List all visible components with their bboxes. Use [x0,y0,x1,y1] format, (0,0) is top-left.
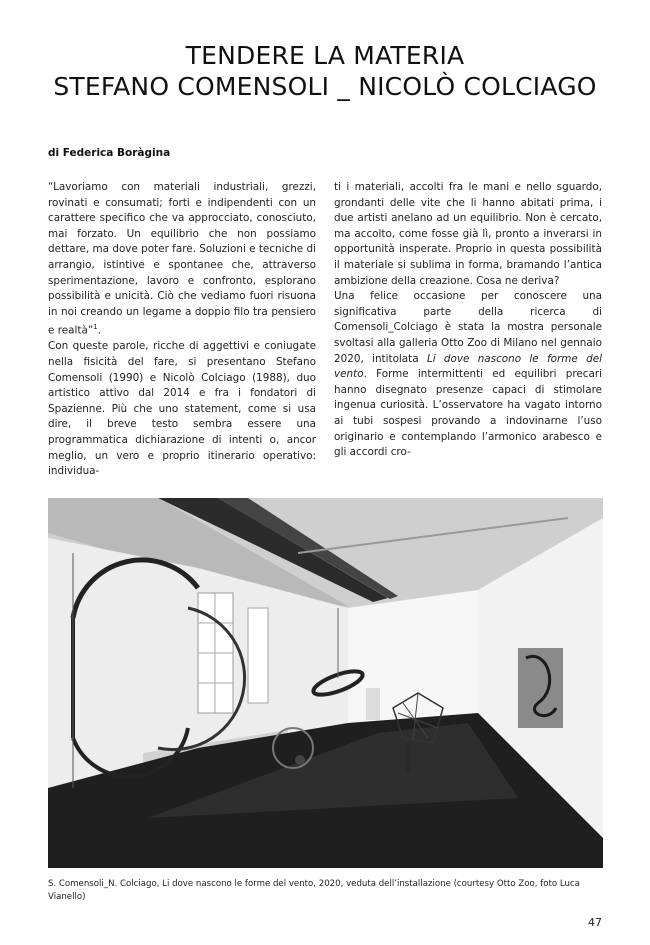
byline: di Federica Boràgina [48,147,171,159]
text-column-left [48,180,316,480]
exhibition-title: Li dove nascono le forme del vento [334,352,602,381]
installation-photo [48,498,603,868]
back-doorway [366,688,380,720]
page-number: 47 [588,916,602,929]
article-title [0,40,650,102]
paragraph-text: . Forme intermittenti ed equilibri precari hanno disegnato presenze capaci di stimolare ingenua curiosità. L’osservatore ha vagato intorno ai tubi sospesi provando a indovinarne l’uso originario e contemplando l’armonico arabesco e gli accordi cro- [334,368,602,459]
title-line-2: STEFANO COMENSOLI _ NICOLÒ COLCIAGO [53,72,597,101]
photo-caption: S. Comensoli_N. Colciago, Li dove nascono le forme del vento, 2020, veduta dell’installazione (courtesy Otto Zoo, foto Luca Vianello) [48,879,580,902]
paragraph: ti i materiali, accolti fra le mani e nello sguardo, grondanti delle vite che li hanno abitati prima, i due artisti anelano ad un equilibrio. Non è cercato, ma accolto, come fosse già lì, pronto a inverarsi in opportunità insperate. Proprio in questa possibilità il materiale si sublima in forma, bramando l’antica ambizione della creazione. Cosa ne deriva? [334,181,602,287]
quote-end: . [97,324,101,337]
paragraph [334,289,602,461]
gallery-interior-image [48,498,603,868]
text-column-right [334,180,602,461]
window [248,608,268,703]
sphere-base [295,755,305,765]
footnote-reference[interactable]: 1 [93,323,98,332]
paragraph-text: Una felice occasione per conoscere una significativa parte della ricerca di Comensoli_Colciago è stata la mostra personale svoltasi alla galleria Otto Zoo di Milano nel gennaio 2020, intitolata [334,290,602,365]
quote-text: “Lavoriamo con materiali industriali, grezzi, rovinati e consumati; forti e indipendenti con un carattere specifico che va approcciato, conosciuto, mai forzato. Un equilibrio che non possiamo dettare, ma dove poter fare. Soluzioni e tecniche di arrangio, istintive e spontanee che, attraverso sperimentazione, lavoro e confronto, esplorano possibilità e unicità. Ciò che vediamo fuori risuona in noi creando un legame a doppio filo tra pensiero e realtà” [48,181,316,337]
paragraph [48,180,316,339]
title-line-1: TENDERE LA MATERIA [185,41,465,70]
sculpture-stand [405,743,411,773]
paragraph: Con queste parole, ricche di aggettivi e coniugate nella fisicità del fare, si presentano Stefano Comensoli (1990) e Nicolò Colciago (1988), duo artistico attivo dal 2014 e fra i fondatori di Spazienne. Più che uno statement, come si usa dire, il breve testo sembra essere una programmatica dichiarazione di intenti o, ancor meglio, un vero e proprio itinerario operativo: individua- [48,340,316,478]
